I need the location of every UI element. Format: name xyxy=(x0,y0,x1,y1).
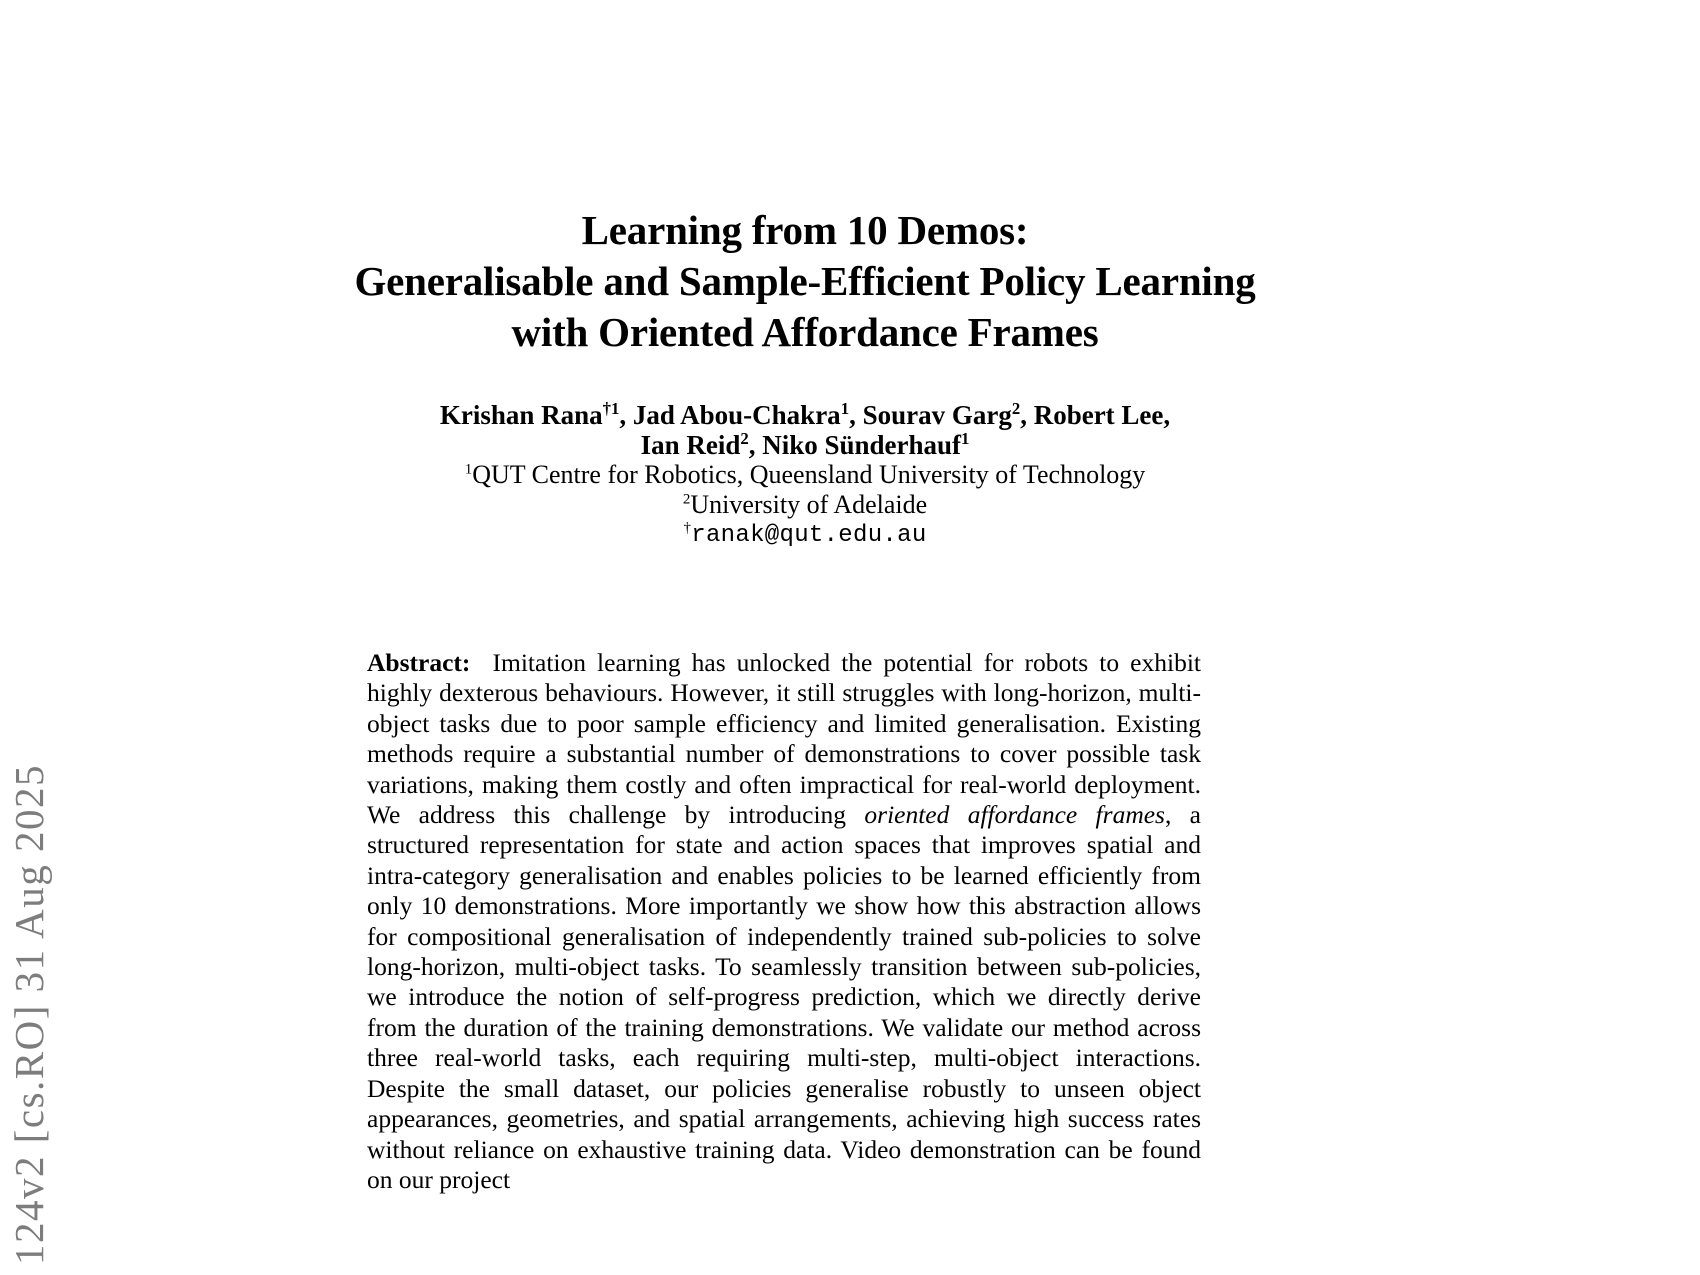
affiliation-line-2 xyxy=(250,490,1360,520)
affiliation-text: University of Adelaide xyxy=(690,490,928,519)
author-affiliation-marker: 2 xyxy=(1011,399,1021,418)
affiliation-marker: 1 xyxy=(464,461,473,478)
affiliation-line-1 xyxy=(250,460,1360,490)
author-line-1 xyxy=(250,400,1360,430)
author-name: Krishan Rana xyxy=(439,400,603,430)
contact-email[interactable] xyxy=(250,520,1360,551)
author-affiliation-marker: 2 xyxy=(740,429,749,448)
abstract-text-part-2: , a structured representation for state and action spaces that improves spatial and intra-category generalisation and enables policies to be learned efficiently from only 10 demonstrations. More importantly we show how this abstraction allows for compositional generalisation of independently trained sub-policies to solve long-horizon, multi-object tasks. To seamlessly transition between sub-policies, we introduce the notion of self-progress prediction, which we directly derive from the duration of the training demonstrations. We validate our method across three real-world tasks, each requiring multi-step, multi-object interactions. Despite the small dataset, our policies generalise robustly to unseen object appearances, geometries, and spatial arrangements, achieving high success rates without reliance on exhaustive training data. Video demonstration can be found on our project xyxy=(367,800,1202,1194)
author-name: , Sourav Garg xyxy=(849,400,1012,430)
paper-title xyxy=(250,205,1360,358)
email-address: ranak@qut.edu.au xyxy=(691,522,927,549)
abstract-spacer xyxy=(470,648,492,677)
author-name: , Niko Sünderhauf xyxy=(748,430,962,460)
abstract-text-part-1: Imitation learning has unlocked the potential for robots to exhibit highly dexterous behaviours. However, it still struggles with long-horizon, multi-object tasks due to poor sample efficiency and limited generalisation. Existing methods require a substantial number of demonstrations to cover possible task variations, making them costly and often impractical for real-world deployment. We address this challenge by introducing xyxy=(367,648,1201,830)
author-name: Ian Reid xyxy=(640,430,741,460)
author-line-2 xyxy=(250,430,1360,460)
author-name: , Robert Lee, xyxy=(1020,400,1171,430)
arxiv-stamp xyxy=(0,0,130,1275)
email-dagger-marker: † xyxy=(683,520,692,536)
affiliation-marker: 2 xyxy=(682,491,691,508)
abstract-label: Abstract: xyxy=(367,648,471,677)
affiliation-text: QUT Centre for Robotics, Queensland University of Technology xyxy=(472,460,1146,489)
author-affiliation-marker: †1 xyxy=(602,399,620,418)
abstract-italic-term: oriented affordance frames xyxy=(864,800,1165,830)
author-affiliation-marker: 1 xyxy=(961,429,970,448)
arxiv-stamp-text: 124v2 [cs.RO] 31 Aug 2025 xyxy=(6,763,52,1265)
author-affiliation-marker: 1 xyxy=(840,399,850,418)
author-name: , Jad Abou-Chakra xyxy=(619,400,841,430)
title-line-2: Generalisable and Sample-Efficient Policy Learning xyxy=(354,258,1256,304)
title-line-1: Learning from 10 Demos: xyxy=(581,207,1029,253)
abstract-section xyxy=(367,648,1201,1195)
title-line-3: with Oriented Affordance Frames xyxy=(511,309,1099,355)
author-block xyxy=(250,400,1360,551)
